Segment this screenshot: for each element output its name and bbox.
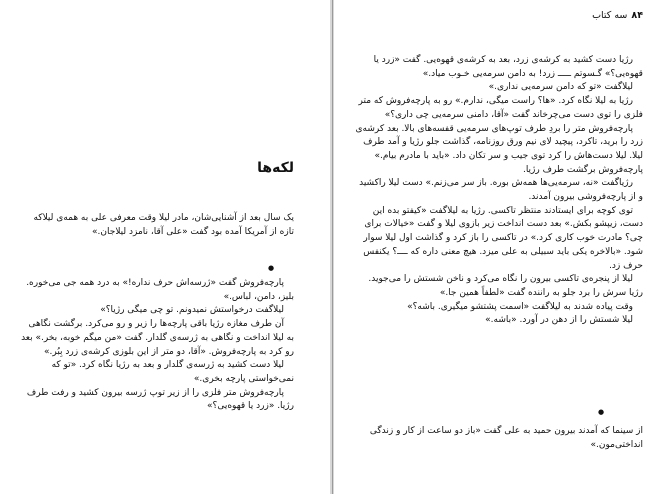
paragraph: پارچه‌فروش گفت «ژرسه‌اش حرف نداره!» به درد همه جی می‌خوره. بلیز، دامن، لباس.» <box>26 278 294 302</box>
paragraph: وقت پیاده شدند به لیلاگفت «اسمت پشتشو میگیری. باشه؟» <box>407 301 633 312</box>
paragraph: پارچه‌فروش متر را بردِ طرف توپ‌های سرمه‌یی قفسه‌های بالا. بعد کرشه‌ی زرد را برید، تاکرد، پیچید لای نیم ورق روزنامه، گذاشت جلو رژیا و آمد طرف لیلا. لیلا دست‌هاش را کرد توی جیب و سر تکان داد. «باید با مادرم بیام.» پارچه‌فروش برگشت طرف رژیا. <box>355 123 643 175</box>
paragraph: رژیا به لیلا نگاه کرد. «ها؟ راست میگی، ندارم.» رو به پارچه‌فروش که متر فلزی را توی دست می‌چرخاند گفت «آقا، دامنی سرمه‌یی چی داری؟» <box>358 96 643 120</box>
section-separator-dot: ● <box>268 264 275 272</box>
page-number: ۸۴ <box>631 10 643 21</box>
left-intro-text <box>20 212 294 239</box>
paragraph: لیلاگفت درخواستش نمیدونم. تو چی میگی رژیا؟» <box>100 305 284 316</box>
paragraph: از سینما که آمدند بیرون حمید به علی گفت «باز دو ساعت از کار و زندگی انداختی‌مون.» <box>369 426 643 450</box>
page-header <box>354 10 643 24</box>
paragraph: لیلاگفت «تو که دامن سرمه‌یی نداری.» <box>488 82 633 93</box>
section-separator-dot: ● <box>598 408 605 416</box>
paragraph: لیلا دست کشید به ژرسه‌ی گلدار و بعد به رژیا نگاه کرد. «تو که نمی‌خواستی پارچه بخری.» <box>51 360 294 384</box>
gutter-line <box>332 0 333 494</box>
paragraph: رژیا دست کشید به کرشه‌ی زرد، بعد به کرشه‌ی قهوه‌یی. گفت «زرد یا قهوه‌یی؟» گـسوتم ـــــ زرد! به دامن سرمه‌یی خـوب میاد.» <box>373 55 643 79</box>
story-title: لکه‌ها <box>257 160 294 176</box>
paragraph: لیلا شستش را از دهن در آورد. «باشه.» <box>485 315 633 326</box>
paragraph: یک سال بعد از آشنایی‌شان، مادر لیلا وقت معرفی علی به همه‌ی لیلاکه تازه از آمریکا آمده بود گفت «علی آقا، نامزد لیلاجان.» <box>33 213 294 237</box>
paragraph: رژیاگفت «نه، سرمه‌یی‌ها همه‌ش بوره. باز سر می‌زنم.» دست لیلا راکشید و از پارچه‌فروشی بیرون آمدند. <box>359 178 643 203</box>
paragraph: لیلا از پنجره‌ی تاکسی بیرون را نگاه می‌کرد و ناخن شستش را می‌جوید. رژیا سرش را برد جلو به راننده گفت «لطفاً همین جا.» <box>368 274 643 298</box>
running-head: سه کتاب <box>592 10 628 21</box>
paragraph: توی کوچه برای ایستادند منتظر تاکسی. رژیا به لیلاگفت «کیفتو بده این دست، زیپشو بکش.» بعد دست انداخت زیر بازوی لیلا و گفت «خیالات برای چی؟ مادرت خوب کاری کرد.» در تاکسی را باز کرد و گذاشت اول لیلا سوار شود. «بالاخره یکی باید سبیلی به علی میزد. هیچ معنی داره که ــــ؟ یکنفس حرف زد. <box>363 205 643 271</box>
right-body-text-2 <box>354 425 643 452</box>
paragraph: آن طرف مغازه رژیا باقی پارچه‌ها را زیر و رو می‌کرد. برگشت نگاهی به لیلا انداخت و نگاهی به ژرسه‌ی گلدار. گفت «من میگم خوبه، بخر.» بعد رو کرد به پارچه‌فروش. «آقا، دو متر از این بلوزی کرشه‌ی زرد بِبُر.» <box>21 319 294 357</box>
left-page <box>0 0 330 494</box>
right-body-text <box>354 54 643 328</box>
paragraph: پارچه‌فروش متر فلزی را از زیر توپ ژرسه بیرون کشید و رفت طرف رژیا. «زرد یا قهوه‌یی؟» <box>26 387 294 412</box>
left-body-text <box>20 277 294 414</box>
right-page <box>334 0 665 494</box>
